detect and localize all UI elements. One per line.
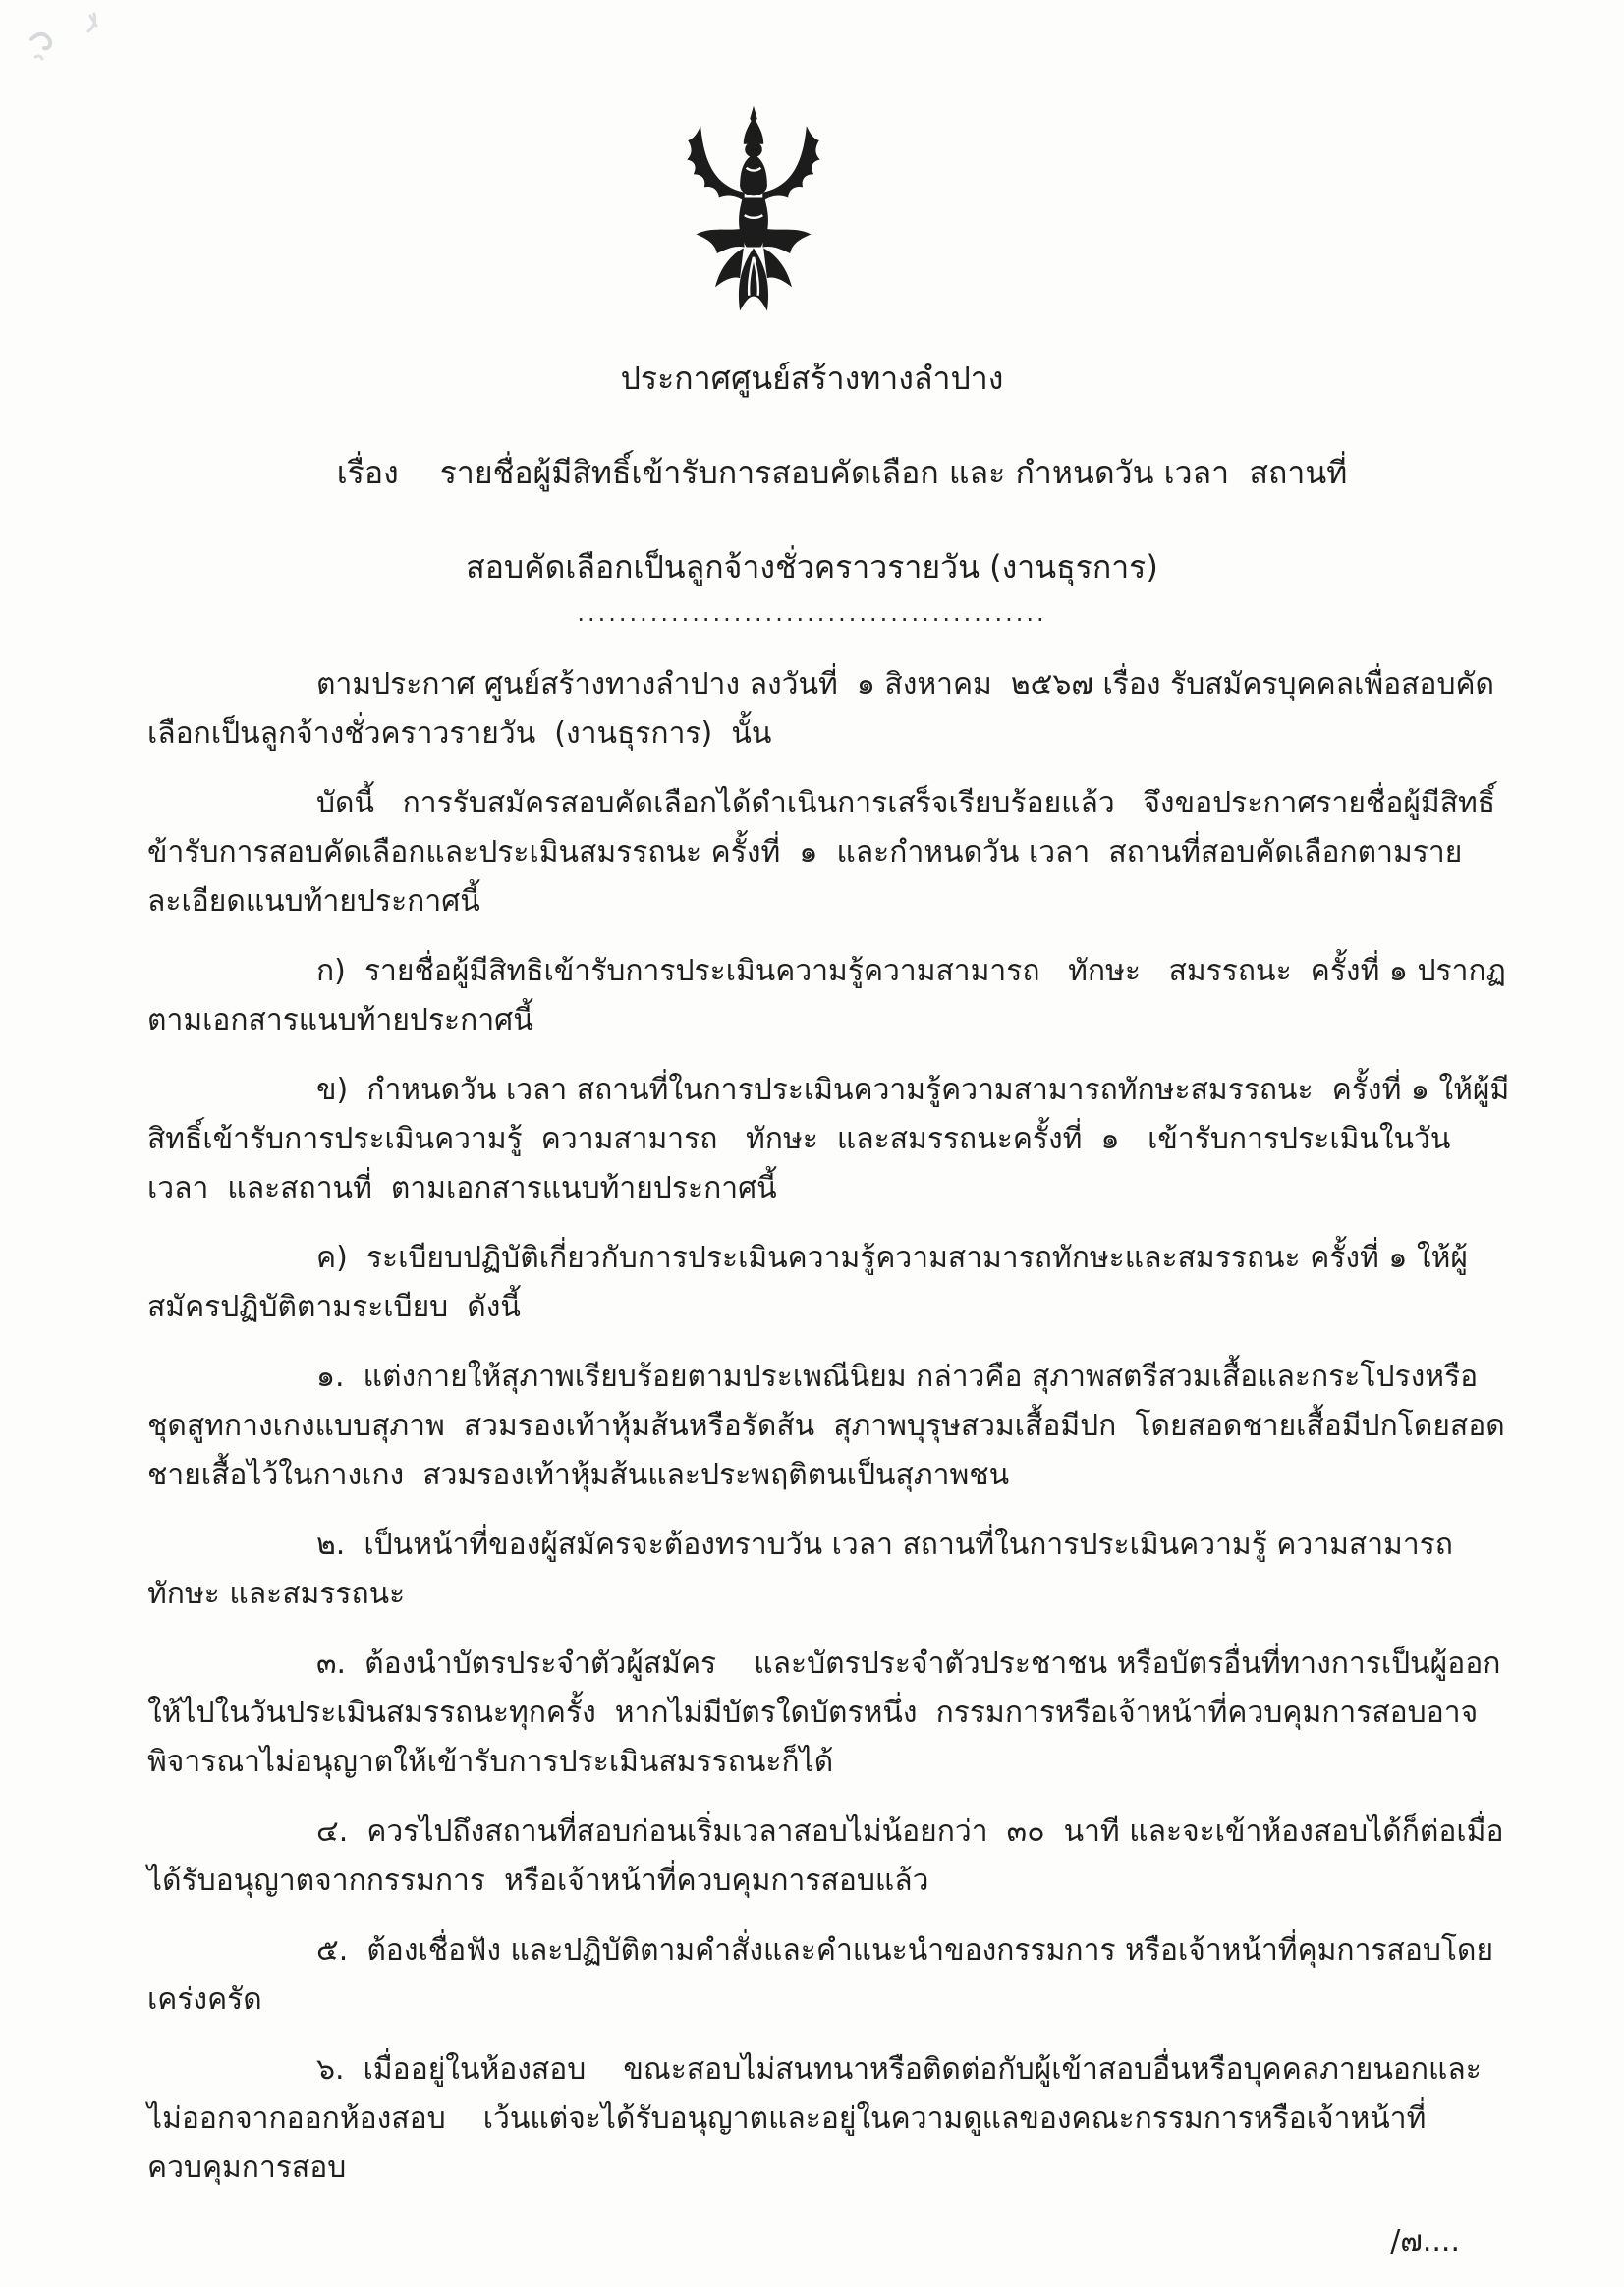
document-body: [147, 660, 1511, 2264]
paragraph-announcement: บัดนี้ การรับสมัครสอบคัดเลือกได้ดำเนินการเสร็จเรียบร้อยแล้ว จึงขอประกาศรายชื่อผู้มีสิทธิ์ข้ารับการสอบคัดเลือกและประเมินสมรรถนะ ครั้งที่ ๑ และกำหนดวัน เวลา สถานที่สอบคัดเลือกตามรายละเอียดแนบท้ายประกาศนี้: [147, 786, 1496, 919]
next-page-mark: /๗....: [1390, 2224, 1460, 2259]
garuda-emblem-icon: [0, 0, 1565, 330]
subject-line-2: สอบคัดเลือกเป็นลูกจ้างชั่วคราวรายวัน (งานธุรการ): [466, 548, 1158, 586]
paragraph-item-ko: ก) รายชื่อผู้มีสิทธิเข้ารับการประเมินความรู้ความสามารถ ทักษะ สมรรถนะ ครั้งที่ ๑ ปรากฏตามเอกสารแนบท้ายประกาศนี้: [147, 954, 1506, 1037]
paragraph-rule-4: ๔. ควรไปถึงสถานที่สอบก่อนเริ่มเวลาสอบไม่น้อยกว่า ๓๐ นาที และจะเข้าห้องสอบได้ก็ต่อเมื่อได้รับอนุญาตจากกรรมการ หรือเจ้าหน้าที่ควบคุมการสอบแล้ว: [147, 1814, 1504, 1898]
page-title: ประกาศศูนย์สร้างทางลำปาง: [620, 360, 1004, 397]
document-header: [0, 356, 1624, 627]
paragraph-rule-1: ๑. แต่งกายให้สุภาพเรียบร้อยตามประเพณีนิยม กล่าวคือ สุภาพสตรีสวมเสื้อและกระโปรงหรือชุดสูทกางเกงแบบสุภาพ สวมรองเท้าหุ้มส้นหรือรัดส้น สุภาพบุรุษสวมเสื้อมีปก โดยสอดชายเสื้อมีปกโดยสอดชายเสื้อไว้ในกางเกง สวมรองเท้าหุ้มส้นและประพฤติตนเป็นสุภาพชน: [147, 1360, 1505, 1492]
paragraph-item-kho: ข) กำหนดวัน เวลา สถานที่ในการประเมินความรู้ความสามารถทักษะสมรรถนะ ครั้งที่ ๑ ให้ผู้มีสิทธิ์เข้ารับการประเมินความรู้ ความสามารถ ทักษะ และสมรรถนะครั้งที่ ๑ เข้ารับการประเมินในวัน เวลา และสถานที่ ตามเอกสารแนบท้ายประกาศนี้: [147, 1073, 1510, 1205]
subject-text: รายชื่อผู้มีสิทธิ์เข้ารับการสอบคัดเลือก และ กำหนดวัน เวลา สถานที่: [439, 454, 1348, 491]
subject-line: [0, 405, 1624, 540]
subject-label: เรื่อง: [336, 454, 399, 491]
paragraph-rule-5: ๕. ต้องเชื่อฟัง และปฏิบัติตามคำสั่งและคำแนะนำของกรรมการ หรือเจ้าหน้าที่คุมการสอบโดยเคร่งครัด: [147, 1933, 1494, 2017]
paragraph-item-kho2: ค) ระเบียบปฏิบัติเกี่ยวกับการประเมินความรู้ความสามารถทักษะและสมรรถนะ ครั้งที่ ๑ ให้ผู้สมัครปฏิบัติตามระเบียบ ดังนี้: [147, 1241, 1468, 1324]
paragraph-rule-2: ๒. เป็นหน้าที่ของผู้สมัครจะต้องทราบวัน เวลา สถานที่ในการประเมินความรู้ ความสามารถทักษะ และสมรรถนะ: [147, 1528, 1453, 1611]
paragraph-intro: ตามประกาศ ศูนย์สร้างทางลำปาง ลงวันที่ ๑ สิงหาคม ๒๕๖๗ เรื่อง รับสมัครบุคคลเพื่อสอบคัดเลือกเป็นลูกจ้างชั่วคราวรายวัน (งานธุรการ) นั้น: [147, 667, 1495, 751]
paragraph-rule-3: ๓. ต้องนำบัตรประจำตัวผู้สมัคร และบัตรประจำตัวประชาชน หรือบัตรอื่นที่ทางการเป็นผู้ออกให้ไปในวันประเมินสมรรถนะทุกครั้ง หากไม่มีบัตรใดบัตรหนึ่ง กรรมการหรือเจ้าหน้าที่ควบคุมการสอบอาจพิจารณาไม่อนุญาตให้เข้ารับการประเมินสมรรถนะก็ได้: [147, 1646, 1501, 1779]
paragraph-rule-6: ๖. เมื่ออยู่ในห้องสอบ ขณะสอบไม่สนทนาหรือติดต่อกับผู้เข้าสอบอื่นหรือบุคคลภายนอกและไม่ออกจากออกห้องสอบ เว้นแต่จะได้รับอนุญาตและอยู่ในความดูแลของคณะกรรมการหรือเจ้าหน้าที่ควบคุมการสอบ: [147, 2052, 1482, 2185]
dotted-divider: .............................................: [577, 599, 1047, 627]
